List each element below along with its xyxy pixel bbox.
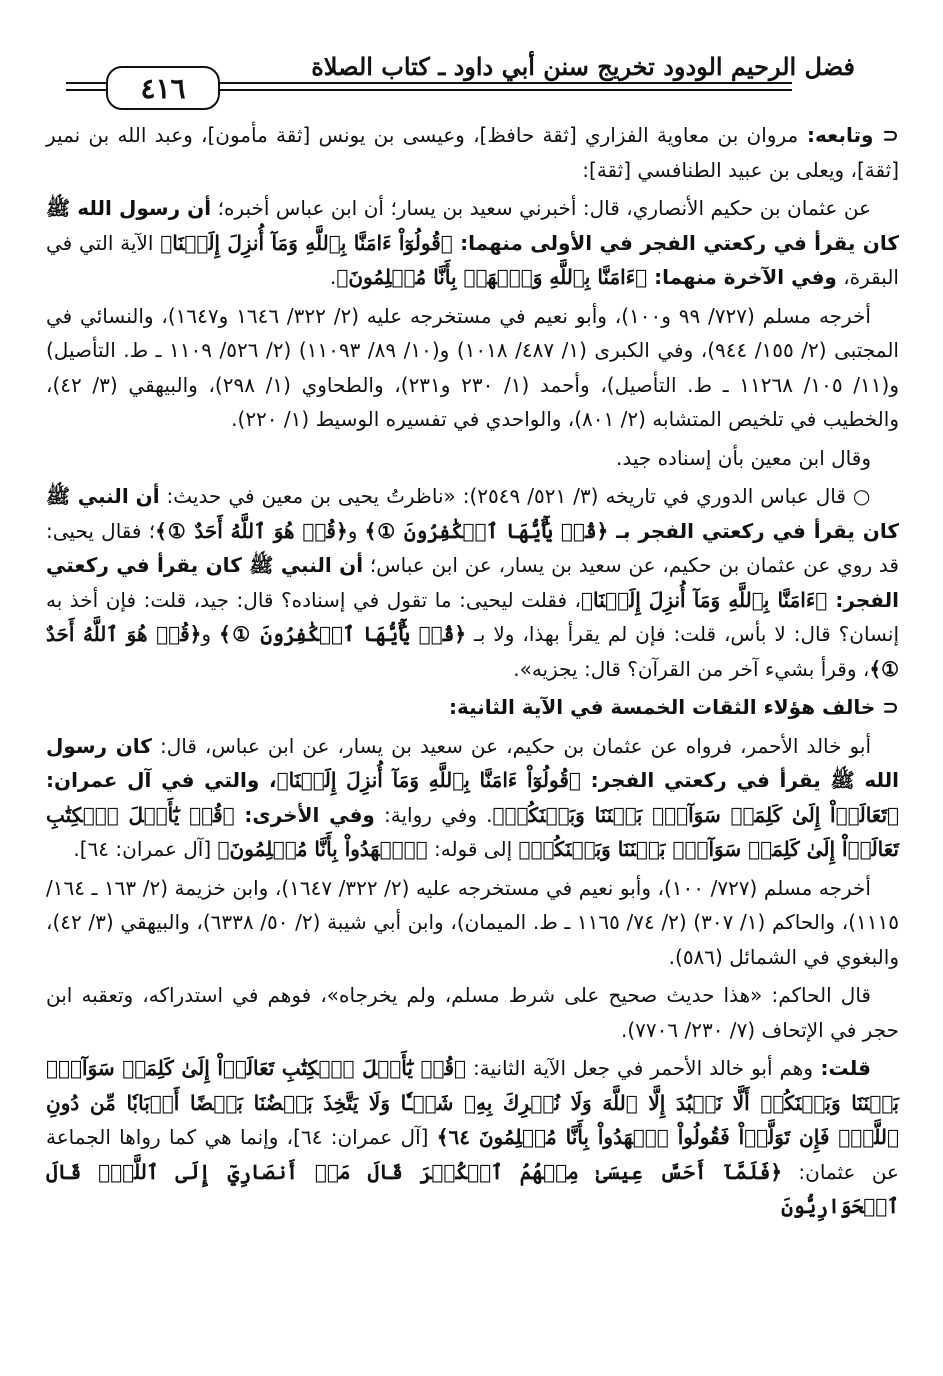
body-text: وقال ابن معين بأن إسناده جيد.: [615, 445, 871, 470]
bold-text: أن رسول الله ﷺ كان يقرأ في ركعتي الفجر في الأولى منهما:: [46, 196, 899, 255]
quran-verse: ﴿قُلۡ هُوَ ٱللَّهُ أَحَدٌ ①﴾: [46, 622, 899, 681]
body-text: الآية التي في البقرة،: [46, 230, 899, 289]
paragraph-p5: [46, 479, 899, 686]
body-text: وهم أبو خالد الأحمر في جعل الآية الثانية:: [466, 1056, 813, 1080]
paragraph-p3: [46, 299, 899, 437]
bold-text: كان رسول الله ﷺ يقرأ في ركعتي الفجر:: [46, 733, 900, 792]
bold-text: وفي الآخرة منهما:: [647, 265, 837, 289]
body-text: و: [347, 518, 365, 543]
body-text: أبو خالد الأحمر، فرواه عن عثمان بن حكيم، عن سعيد بن يسار، عن ابن عباس، قال:: [151, 733, 872, 758]
quran-verse: ﴿فَلَمَّآ أَحَسَّ عِيسَىٰ مِنۡهُمُ ٱلۡكُفۡرَ قَالَ مَنۡ أَنصَارِيٓ إِلَى ٱللَّهِۖ قَالَ ٱلۡحَوَارِيُّونَ: [46, 1159, 899, 1218]
paragraph-p10: [46, 1051, 899, 1224]
paragraph-p9: [46, 978, 899, 1047]
body-text: أخرجه مسلم (٧٢٧/ ٩٩ و١٠٠)، وأبو نعيم في مستخرجه عليه (٢/ ٣٢٢/ ١٦٤٦ و١٦٤٧)، والنسائي في المجتبى (٢/ ١٥٥/ ٩٤٤)، وفي الكبرى (١/ ٤٨٧/ ١٠١٨) و(١٠/ ٨٩/ ١١٠٩٣) (٢/ ٥٢٦/ ١١٠٩ ـ ط. التأصيل) و(١١/ ١٠٥/ ١١٢٦٨ ـ ط. التأصيل)، وأحمد (١/ ٢٣٠ و٢٣١)، والطحاوي (١/ ٢٩٨)، والبيهقي (٣/ ٤٢)، والخطيب في تلخيص المتشابه (٢/ ٨٠١)، والواحدي في تفسيره الوسيط (١/ ٢٢٠).: [46, 303, 899, 431]
running-title: فضل الرحيم الودود تخريج سنن أبي داود ـ كتاب الصلاة: [311, 52, 855, 81]
page-body: [46, 118, 899, 1224]
body-text: أخرجه مسلم (٧٢٧/ ١٠٠)، وأبو نعيم في مستخرجه عليه (٢/ ٣٢٢/ ١٦٤٧)، وابن خزيمة (٢/ ١٦٣ ـ ١٦٤/ ١١١٥)، والحاكم (١/ ٣٠٧) (٢/ ٧٤/ ١١٦٥ ـ ط. الميمان)، وابن أبي شيبة (٢/ ٥٠/ ٦٣٣٨)، والبيهقي (٣/ ٤٢)، والبغوي في الشمائل (٥٨٦).: [46, 875, 899, 969]
quran-verse: ﴿قُولُوٓاْ ءَامَنَّا بِٱللَّهِ وَمَآ أُنزِلَ إِلَيۡنَا﴾: [276, 768, 581, 792]
body-text: ○ قال عباس الدوري في تاريخه (٣/ ٥٢١/ ٢٥٤٩): «ناظرتُ يحيى بن معين في حديث:: [159, 484, 871, 508]
quran-verse: ﴿قُلۡ هُوَ ٱللَّهُ أَحَدٌ ①﴾: [155, 518, 348, 543]
paragraph-p8: [46, 871, 899, 975]
body-text: قال الحاكم: «هذا حديث صحيح على شرط مسلم، ولم يخرجاه»، فوهم في استدراكه، وتعقبه ابن حجر في الإتحاف (٧/ ٢٣٠/ ٧٧٠٦).: [46, 983, 899, 1042]
bold-text: قلت:: [813, 1056, 871, 1080]
body-text: عن عثمان بن حكيم الأنصاري، قال: أخبرني سعيد بن يسار؛ أن ابن عباس أخبره؛: [211, 196, 871, 220]
page-number: ٤١٦: [106, 66, 220, 110]
body-text: [آل عمران: ٦٤]، وإنما هي كما رواها الجماعة عن عثمان:: [46, 1125, 899, 1184]
quran-verse: ﴿قُولُوٓاْ ءَامَنَّا بِٱللَّهِ وَمَآ أُنزِلَ إِلَيۡنَا﴾: [160, 230, 453, 255]
body-text: ، وقرأ بشيء آخر من القرآن؟ قال: يجزيه».: [513, 656, 870, 681]
quran-verse: ﴿قُلۡ يَٰٓأَيُّهَا ٱلۡكَٰفِرُونَ ①﴾: [364, 518, 609, 543]
page-header: [46, 0, 899, 118]
quran-verse: ﴿قُلۡ يَٰٓأَهۡلَ ٱلۡكِتَٰبِ تَعَالَوۡاْ إِلَىٰ كَلِمَةٖ سَوَآءِۭ بَيۡنَنَا وَبَيۡنَكُمۡ أَلَّا نَعۡبُدَ إِلَّا ٱللَّهَ وَلَا نُشۡرِكَ بِهِۦ شَيۡـٔٗا وَلَا يَتَّخِذَ بَعۡضُنَا بَعۡضًا أَرۡبَابٗا مِّن دُونِ ٱللَّهِۚ فَإِن تَوَلَّوۡاْ فَقُولُواْ ٱشۡهَدُواْ بِأَنَّا مُسۡلِمُونَ ٦٤﴾: [46, 1056, 900, 1149]
quran-verse: ﴿ٱشۡهَدُواْ بِأَنَّا مُسۡلِمُونَ﴾: [217, 837, 428, 861]
quran-verse: ﴿ءَامَنَّا بِٱللَّهِ وَٱشۡهَدۡ بِأَنَّا مُسۡلِمُونَ﴾: [336, 265, 648, 289]
paragraph-p4: [46, 441, 899, 476]
body-text: [آل عمران: ٦٤].: [73, 837, 218, 861]
bold-text: وفي الأخرى:: [234, 802, 375, 827]
paragraph-p1: [46, 118, 899, 187]
body-text: إلى قوله:: [427, 837, 519, 861]
bold-text: أن النبي ﷺ كان يقرأ في ركعتي الفجر:: [46, 553, 900, 612]
paragraph-p7: [46, 729, 899, 867]
body-text: ، فقلت ليحيى: ما تقول في إسناده؟ قال: جيد، قلت: فإن أخذ به إنسان؟ قال: لا بأس، قلت: فإن لم يقرأ بهذا، ولا بـ: [46, 587, 900, 646]
body-text: . وفي رواية:: [374, 802, 493, 827]
quran-verse: ﴿قُلۡ يَٰٓأَيُّهَا ٱلۡكَٰفِرُونَ ①﴾: [218, 622, 467, 646]
paragraph-p6: [46, 690, 899, 725]
body-text: .: [329, 265, 337, 289]
paragraph-p2: [46, 191, 899, 295]
bold-text: ، والتي في آل عمران:: [46, 768, 277, 792]
bold-text: ⊂ خالف هؤلاء الثقات الخمسة في الآية الثانية:: [448, 695, 899, 719]
quran-verse: ﴿تَعَالَوۡاْ إِلَىٰ كَلِمَةٖ سَوَآءِۭ بَيۡنَنَا وَبَيۡنَكُمۡ﴾: [492, 802, 900, 827]
body-text: و: [201, 622, 219, 646]
bold-text: ⊂ وتابعه:: [798, 123, 900, 147]
body-text: مروان بن معاوية الفزاري [ثقة حافظ]، وعيسى بن يونس [ثقة مأمون]، وعبد الله بن نمير [ثقة]، ويعلى بن عبيد الطنافسي [ثقة]:: [46, 123, 899, 182]
bold-text: أن النبي ﷺ كان يقرأ في ركعتي الفجر بـ: [46, 484, 900, 543]
body-text: ؛ فقال يحيى: قد روي عن عثمان بن حكيم، عن سعيد بن يسار، عن ابن عباس؛: [46, 518, 899, 577]
quran-verse: ﴿ءَامَنَّا بِٱللَّهِ وَمَآ أُنزِلَ إِلَيۡنَا﴾: [581, 587, 828, 612]
quran-verse: ﴿قُلۡ يَٰٓأَهۡلَ ٱلۡكِتَٰبِ تَعَالَوۡاْ إِلَىٰ كَلِمَةٖ سَوَآءِۭ بَيۡنَنَا وَبَيۡنَكُمۡ﴾: [46, 802, 899, 861]
